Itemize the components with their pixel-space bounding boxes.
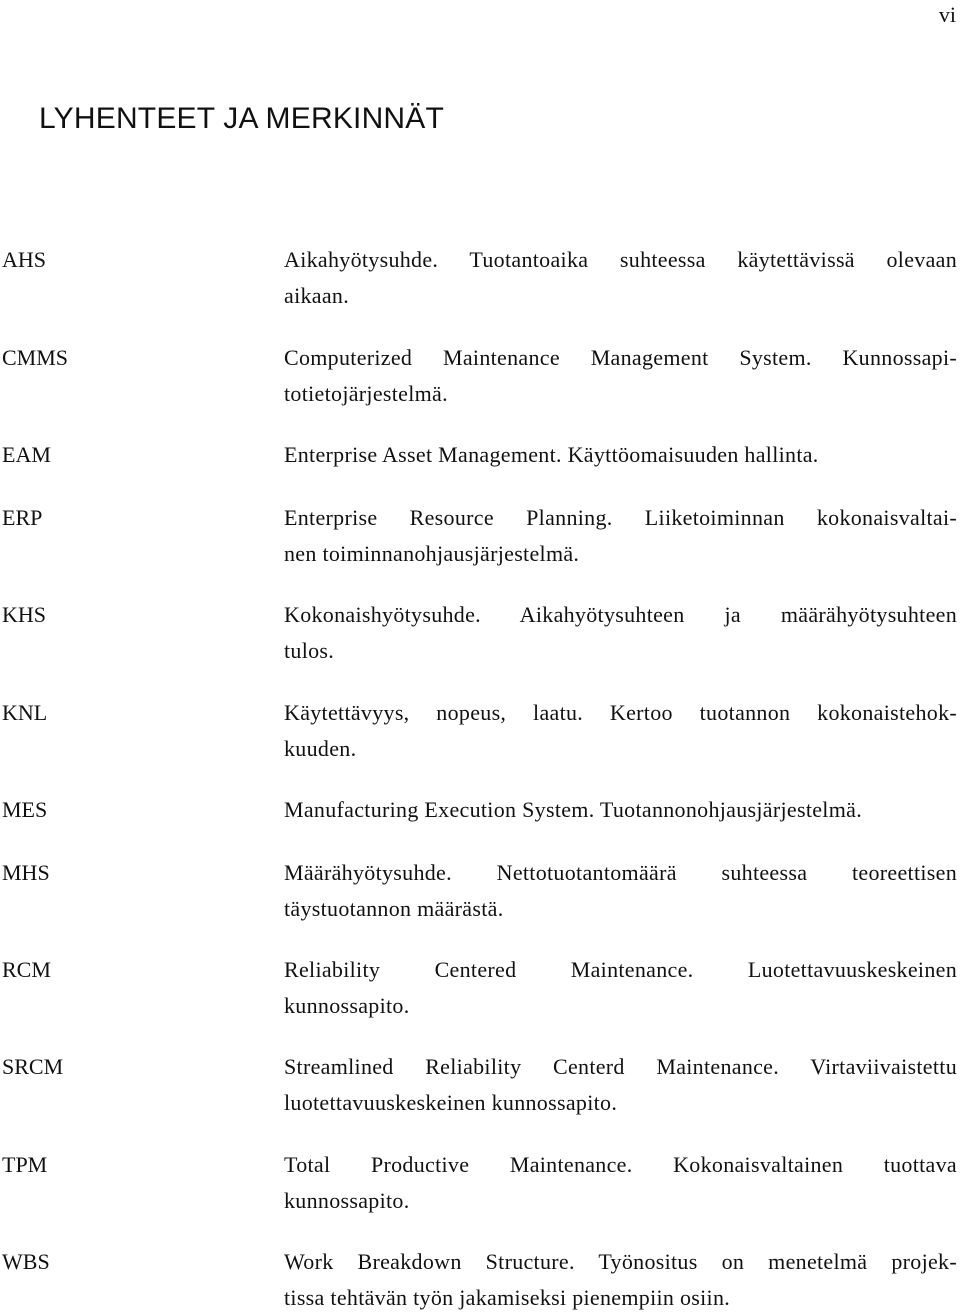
definition-line: täystuotannon määrästä. [284, 896, 504, 921]
definition-line: Total Productive Maintenance. Kokonaisvaltainen tuottava [284, 1152, 957, 1177]
definition-line: nen toiminnanohjausjärjestelmä. [284, 541, 580, 566]
definition-line: tissa tehtävän työn jakamiseksi pienempiin osiin. [284, 1285, 731, 1310]
page-title: LYHENTEET JA MERKINNÄT [39, 102, 445, 135]
abbreviation-term: WBS [2, 1249, 50, 1274]
definition-line: luotettavuuskeskeinen kunnossapito. [284, 1090, 618, 1115]
abbreviation-term: KHS [2, 602, 47, 627]
definition-line: kuuden. [284, 736, 357, 761]
abbreviation-definition [284, 1147, 957, 1219]
abbreviation-definition [284, 437, 957, 473]
abbreviation-term: ERP [2, 505, 43, 530]
abbreviation-term: MHS [2, 860, 50, 885]
abbreviation-definition [284, 1244, 957, 1316]
abbreviation-term: EAM [2, 442, 51, 467]
abbreviation-term: CMMS [2, 345, 69, 370]
definition-line: kunnossapito. [284, 993, 410, 1018]
abbreviation-definition [284, 242, 957, 314]
definition-line: Manufacturing Execution System. Tuotannonohjausjärjestelmä. [284, 797, 863, 822]
abbreviation-definition [284, 597, 957, 669]
definition-line: totietojärjestelmä. [284, 381, 448, 406]
abbreviation-term: AHS [2, 247, 47, 272]
definition-line: Enterprise Resource Planning. Liiketoiminnan kokonaisvaltai- [284, 505, 957, 530]
definition-line: kunnossapito. [284, 1188, 410, 1213]
definition-line: Computerized Maintenance Management System. Kunnossapi- [284, 345, 957, 370]
definition-line: Kokonaishyötysuhde. Aikahyötysuhteen ja määrähyötysuhteen [284, 602, 957, 627]
abbreviation-definition [284, 792, 957, 828]
abbreviation-definition [284, 695, 957, 767]
abbreviation-definition [284, 340, 957, 412]
abbreviation-definition [284, 855, 957, 927]
definition-line: Määrähyötysuhde. Nettotuotantomäärä suhteessa teoreettisen [284, 860, 957, 885]
page-number: vi [938, 2, 956, 27]
definition-line: Reliability Centered Maintenance. Luotettavuuskeskeinen [284, 957, 957, 982]
abbreviation-term: SRCM [2, 1054, 64, 1079]
abbreviation-term: KNL [2, 700, 48, 725]
definition-line: Käytettävyys, nopeus, laatu. Kertoo tuotannon kokonaistehok- [284, 700, 957, 725]
abbreviation-term: MES [2, 797, 48, 822]
definition-line: Enterprise Asset Management. Käyttöomaisuuden hallinta. [284, 442, 819, 467]
definition-line: Aikahyötysuhde. Tuotantoaika suhteessa käytettävissä olevaan [284, 247, 957, 272]
abbreviation-definition [284, 500, 957, 572]
abbreviation-definition [284, 952, 957, 1024]
abbreviation-term: RCM [2, 957, 51, 982]
definition-line: aikaan. [284, 283, 350, 308]
definition-line: tulos. [284, 638, 335, 663]
definition-line: Work Breakdown Structure. Työnositus on menetelmä projek- [284, 1249, 957, 1274]
abbreviation-term: TPM [2, 1152, 48, 1177]
abbreviation-definition [284, 1049, 957, 1121]
definition-line: Streamlined Reliability Centerd Maintenance. Virtaviivaistettu [284, 1054, 957, 1079]
